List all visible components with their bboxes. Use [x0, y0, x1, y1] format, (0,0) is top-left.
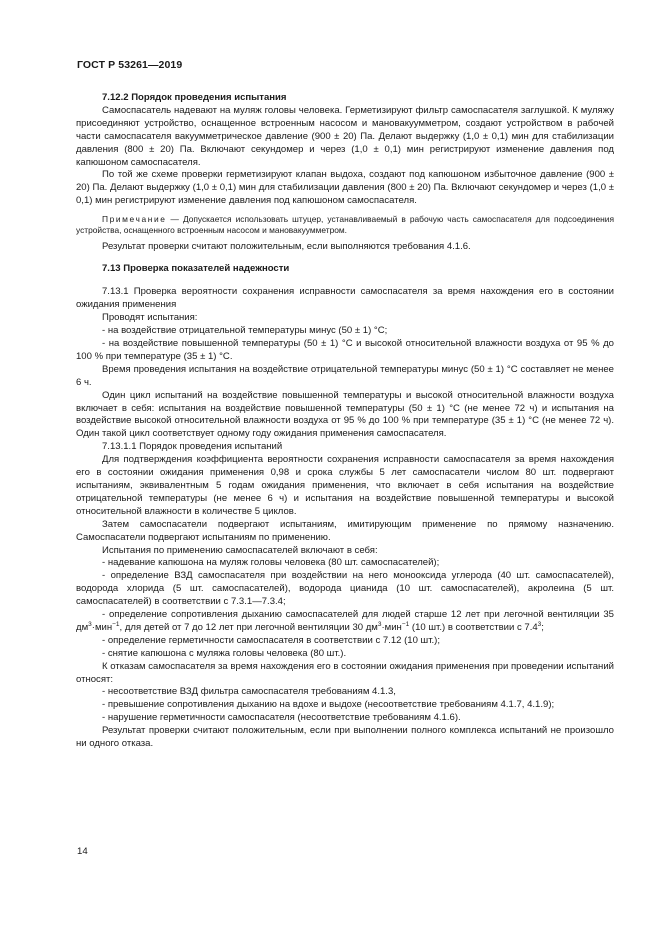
list-item: - снятие капюшона с муляжа головы человека (80 шт.).: [102, 647, 347, 659]
note: [76, 214, 614, 236]
note-text: — Допускается использовать штуцер, устанавливаемый в рабочую часть самоспасателя для подсоединения устройства, оснащенного встроенным насосом и мановакуумметром.: [76, 214, 614, 236]
text-run: ·мин: [91, 621, 113, 633]
superscript: 3: [377, 620, 382, 628]
subheading-7-13-1-1: 7.13.1.1 Порядок проведения испытаний: [102, 441, 283, 453]
paragraph: Время проведения испытания на воздействие отрицательной температуры минус (50 ± 1) °С составляет не менее 6 ч.: [76, 363, 614, 388]
text-run: (10 шт.) в соответствии с 7.4: [409, 621, 538, 633]
paragraph: Проводят испытания:: [102, 312, 198, 324]
paragraph: По той же схеме проверки герметизируют клапан выдоха, создают под капюшоном избыточное давление (900 ± 20) Па. Делают выдержку (1,0 ± 0,1) мин для стабилизации давления (800 ± 20) Па. Включают секундомер и через (1,0 ± 0,1) мин регистрируют изменение давления под капюшоном самоспасателя.: [76, 169, 614, 207]
paragraph: Для подтверждения коэффициента вероятности сохранения исправности самоспасателя за время нахождения его в состоянии ожидания применения 0,98 и срока службы 5 лет самоспасатели числом 80 шт. подвергают испытаниям, эквивалентным 5 годам ожидания применения, что включает в себя испытания на воздействие отрицательной температуры (не менее 6 ч) и испытания на воздействие повышенной температуры и высокой относительной влажности в количестве 5 циклов.: [76, 454, 614, 517]
list-item: - на воздействие повышенной температуры (50 ± 1) °С и высокой относительной влажности воздуха от 95 % до 100 % при температуре (35 ± 1) °С.: [76, 338, 614, 362]
list-item: - превышение сопротивления дыханию на вдохе и выдохе (несоответствие требованиям 4.1.7, 4.1.9);: [102, 699, 555, 711]
text-run: ·мин: [381, 621, 402, 633]
paragraph: Самоспасатель надевают на муляж головы человека. Герметизируют фильтр самоспасателя заглушкой. К муляжу присоединяют устройство, оснащенное встроенным насосом и мановакуумметром, создают устройством в рабочей части самоспасателя вакуумметрическое давление (900 ± 20) Па. Делают выдержку (1,0 ± 0,1) мин для стабилизации давления (800 ± 20) Па. Включают секундомер и через (1,0 ± 0,1) мин регистрируют изменение давления под капюшоном самоспасателя.: [76, 104, 614, 168]
text-run: - определение сопротивления дыханию самоспасателей для людей старше 12 лет при легочной вентиляции 35 дм: [76, 609, 614, 633]
superscript: −1: [401, 620, 410, 628]
heading-7-12-2: 7.12.2 Порядок проведения испытания: [102, 92, 287, 103]
text-run: ;: [541, 621, 544, 633]
paragraph: Результат проверки считают положительным, если выполняются требования 4.1.6.: [102, 240, 471, 252]
list-item: [76, 609, 614, 635]
list-item: - несоответствие ВЗД фильтра самоспасателя требованиям 4.1.3,: [102, 686, 396, 698]
superscript: 3: [88, 620, 92, 628]
paragraph: Затем самоспасатели подвергают испытаниям, имитирующим применение по прямому назначению. Самоспасатели подвергают испытаниям по применению.: [76, 518, 614, 543]
note-label: Примечание: [102, 214, 167, 225]
paragraph: Испытания по применению самоспасателей включают в себя:: [102, 544, 378, 556]
superscript: 3: [537, 620, 542, 628]
heading-7-13: 7.13 Проверка показателей надежности: [102, 263, 290, 275]
page-number: 14: [77, 846, 88, 857]
paragraph: 7.13.1 Проверка вероятности сохранения исправности самоспасателя за время нахождения его в состоянии ожидания применения: [76, 286, 614, 311]
paragraph: Результат проверки считают положительным, если при выполнении полного комплекса испытаний не произошло ни одного отказа.: [76, 725, 614, 750]
document-body: [76, 92, 614, 751]
list-item: - нарушение герметичности самоспасателя (несоответствие требованиям 4.1.6).: [102, 712, 461, 724]
paragraph: Один цикл испытаний на воздействие повышенной температуры и высокой относительной влажности воздуха включает в себя: испытания на воздействие повышенной температуры (50 ± 1) °С (не менее 72 ч) и испытания на воздействие высокой относительной влажности воздуха от 95 % до 100 % при температуре (35 ± 1) °С (не менее 72 ч). Один такой цикл соответствует одному году ожидания применения самоспасателя.: [76, 389, 614, 440]
list-item: - надевание капюшона на муляж головы человека (80 шт. самоспасателей);: [102, 557, 440, 569]
list-item: - определение ВЗД самоспасателя при воздействии на него монооксида углерода (40 шт. самоспасателей), водорода хлорида (5 шт. самоспасателей), водорода цианида (10 шт. самоспасателей), акролеина (5 шт. самоспасателей) в соответствии с 7.3.1—7.3.4;: [76, 570, 614, 608]
list-item: - на воздействие отрицательной температуры минус (50 ± 1) °С;: [102, 325, 388, 337]
document-header: ГОСТ Р 53261—2019: [77, 59, 183, 71]
paragraph: К отказам самоспасателя за время нахождения его в состоянии ожидания применения при проведении испытаний относят:: [76, 660, 614, 685]
list-item: - определение герметичности самоспасателя в соответствии с 7.12 (10 шт.);: [102, 634, 441, 646]
superscript: −1: [112, 620, 120, 628]
text-run: , для детей от 7 до 12 лет при легочной вентиляции 30 дм: [119, 621, 378, 633]
